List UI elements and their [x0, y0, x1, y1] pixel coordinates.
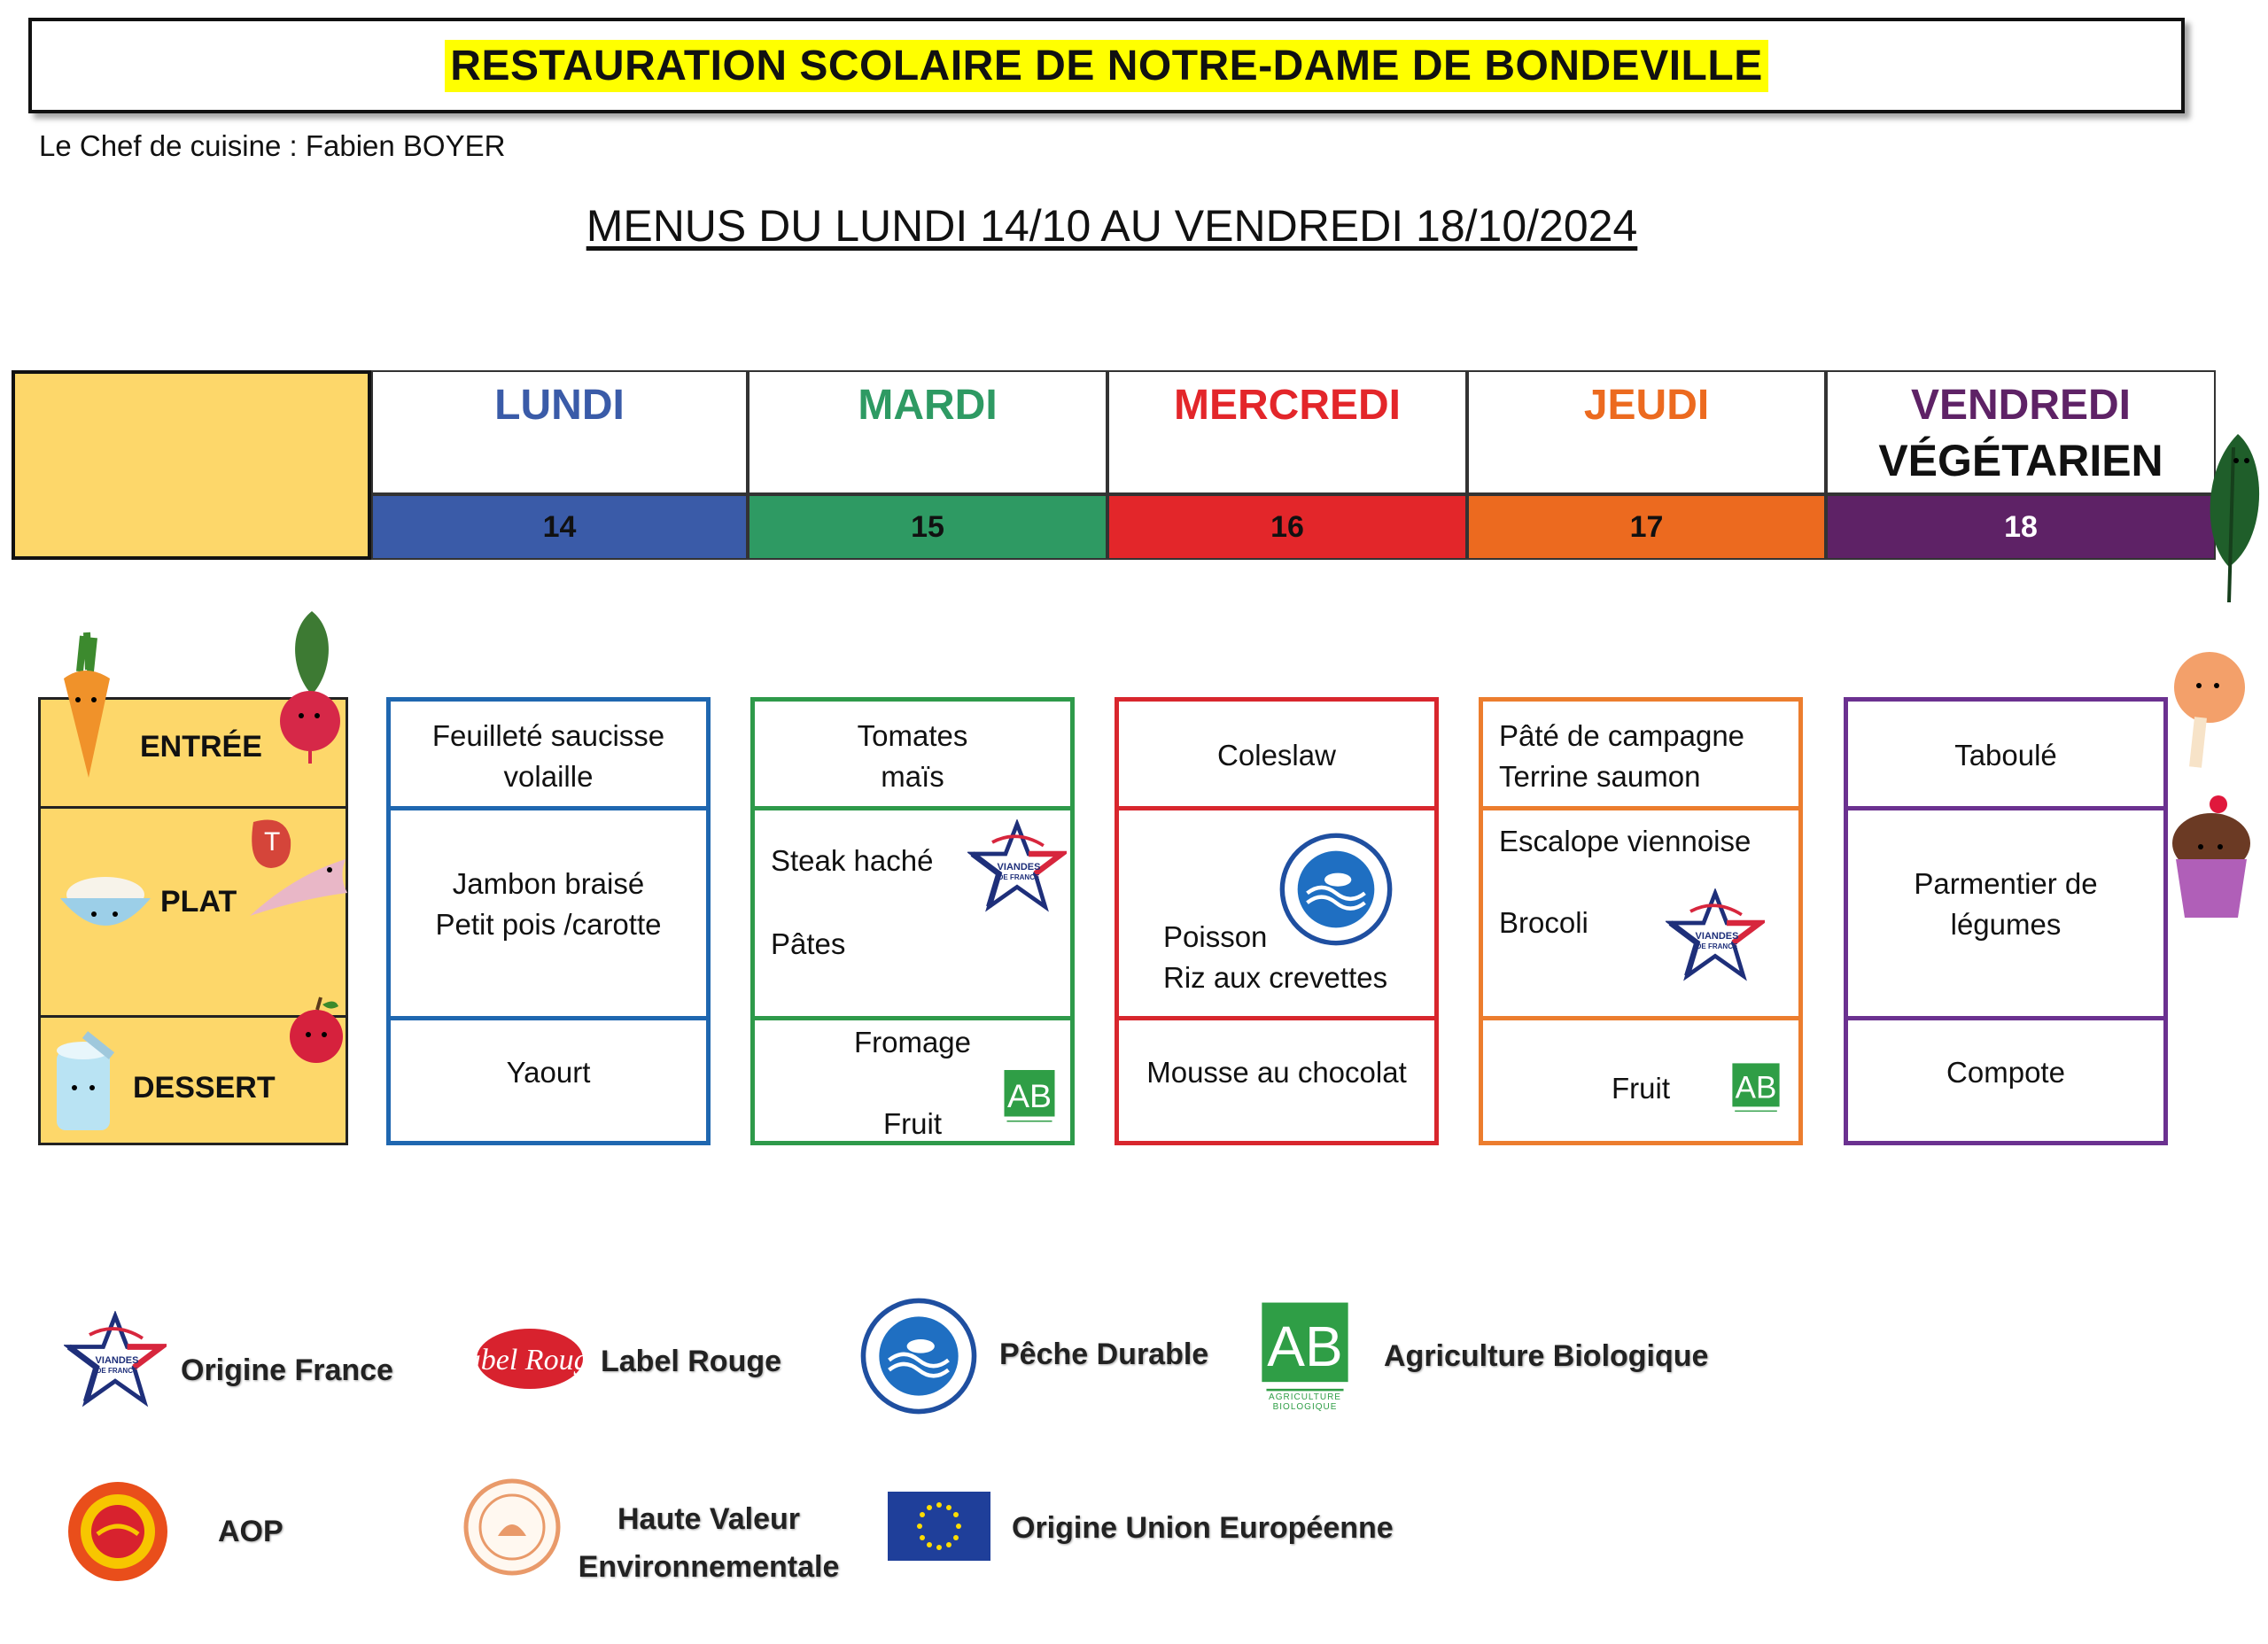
week-title	[0, 200, 2224, 252]
dish: Jambon braisé	[452, 867, 645, 900]
dish: Coleslaw	[1217, 739, 1336, 772]
dish: Tomates	[857, 719, 968, 752]
apple-icon	[284, 996, 349, 1066]
logo-text: label Rouge	[457, 1344, 602, 1376]
day-name: JEUDI	[1583, 382, 1710, 429]
dish: Pâtes	[771, 927, 846, 960]
menu-column-mardi	[750, 697, 1075, 1145]
dish: Steak haché	[771, 844, 934, 877]
cell-plat	[1483, 810, 1798, 1016]
cupcake-icon	[2169, 792, 2254, 921]
legend-hve	[576, 1495, 842, 1591]
label-rouge-icon	[457, 1316, 602, 1401]
day-header-mardi	[748, 370, 1107, 494]
header-corner	[12, 370, 371, 560]
dish: Compote	[1946, 1056, 2065, 1089]
day-name: MARDI	[858, 382, 998, 429]
cell-plat	[391, 810, 706, 1016]
dish: Pâté de campagne	[1499, 719, 1745, 752]
dish: Yaourt	[506, 1056, 591, 1089]
cell-dessert	[1848, 1020, 2163, 1141]
day-number: 17	[1467, 494, 1826, 560]
day-number: 18	[1826, 494, 2216, 560]
cell-plat	[1848, 810, 2163, 1016]
ab-icon	[1731, 1061, 1781, 1125]
title-box	[28, 18, 2185, 113]
week-title-text: MENUS DU LUNDI 14/10 AU VENDREDI 18/10/2024	[586, 201, 1638, 251]
label-dessert: DESSERT	[133, 1071, 276, 1105]
radish-icon	[276, 606, 347, 765]
cell-entree	[391, 702, 706, 806]
cell-plat	[1119, 810, 1434, 1016]
eu-flag-icon	[888, 1492, 990, 1561]
cell-entree	[1483, 702, 1798, 806]
dish: Parmentier de	[1914, 867, 2098, 900]
label-entree: ENTRÉE	[140, 730, 262, 764]
legend-hve-line1: Haute Valeur	[617, 1502, 800, 1536]
viandes-de-france-icon	[967, 819, 1067, 913]
peche-durable-icon	[1278, 832, 1394, 947]
peche-durable-icon	[859, 1297, 978, 1415]
cell-entree	[755, 702, 1070, 806]
label-plat: PLAT	[160, 885, 237, 919]
dish: légumes	[1950, 908, 2062, 941]
day-header-vendredi	[1826, 370, 2216, 494]
dish: Feuilleté saucisse	[431, 719, 665, 752]
hve-icon	[462, 1477, 562, 1577]
dish: Petit pois /carotte	[435, 908, 662, 941]
chef-credit: Le Chef de cuisine : Fabien BOYER	[39, 129, 506, 162]
dish: Taboulé	[1954, 739, 2057, 772]
day-name: VENDREDI	[1910, 382, 2132, 429]
dish: Poisson	[1163, 920, 1268, 953]
cell-entree	[1848, 702, 2163, 806]
spinach-leaf-icon	[2185, 425, 2268, 611]
logo-text: DE FRANCE	[96, 1367, 138, 1375]
svg-text:T: T	[264, 827, 281, 857]
carrot-icon	[53, 627, 117, 785]
day-header-jeudi	[1467, 370, 1826, 494]
cell-dessert	[1483, 1020, 1798, 1141]
legend-label-rouge: Label Rouge	[601, 1345, 782, 1378]
dish: Fruit	[1612, 1072, 1670, 1105]
chicken-leg-icon	[2165, 647, 2250, 778]
ab-icon	[1003, 1068, 1056, 1136]
page-title: RESTAURATION SCOLAIRE DE NOTRE-DAME DE BONDEVILLE	[445, 40, 1767, 92]
legend-hve-line2: Environnementale	[578, 1550, 840, 1584]
aop-icon	[66, 1479, 170, 1584]
day-header-mercredi	[1107, 370, 1467, 494]
menu-column-mercredi	[1115, 697, 1439, 1145]
dish: volaille	[503, 760, 594, 793]
menu-column-jeudi	[1479, 697, 1803, 1145]
dish: Brocoli	[1499, 906, 1588, 939]
logo-text: BIOLOGIQUE	[1272, 1402, 1338, 1412]
menu-column-lundi	[386, 697, 711, 1145]
day-subtitle: VÉGÉTARIEN	[1878, 436, 2163, 485]
legend-origine-france: Origine France	[181, 1353, 393, 1387]
cell-entree	[1119, 702, 1434, 806]
cell-dessert	[755, 1020, 1070, 1141]
legend-agriculture-biologique: Agriculture Biologique	[1384, 1339, 1709, 1373]
rice-bowl-icon	[55, 868, 156, 939]
yogurt-icon	[50, 1031, 120, 1134]
dish: Mousse au chocolat	[1146, 1056, 1407, 1089]
dish: Terrine saumon	[1499, 760, 1701, 793]
day-number: 16	[1107, 494, 1467, 560]
dish: maïs	[881, 760, 944, 793]
ab-icon	[1256, 1300, 1354, 1414]
logo-text: DE FRANCE	[998, 873, 1040, 881]
cell-dessert	[391, 1020, 706, 1141]
dish: Fruit	[883, 1107, 942, 1140]
viandes-de-france-icon	[1666, 888, 1765, 982]
legend-aop: AOP	[218, 1515, 284, 1548]
dish: Fromage	[853, 1026, 972, 1059]
logo-text: DE FRANCE	[1696, 942, 1738, 950]
day-number: 14	[371, 494, 748, 560]
cell-plat	[755, 810, 1070, 1016]
dish: Riz aux crevettes	[1163, 961, 1388, 994]
day-header-lundi	[371, 370, 748, 494]
day-number: 15	[748, 494, 1107, 560]
logo-text: AGRICULTURE	[1269, 1392, 1341, 1402]
legend-peche-durable: Pêche Durable	[999, 1338, 1209, 1371]
dish: Escalope viennoise	[1499, 825, 1751, 857]
menu-column-vendredi	[1844, 697, 2168, 1145]
legend-origine-ue: Origine Union Européenne	[1012, 1511, 1394, 1545]
day-name: MERCREDI	[1173, 382, 1401, 429]
logo-text: VIANDES	[997, 862, 1041, 872]
steak-and-fish-icon	[241, 813, 354, 927]
logo-text: VIANDES	[95, 1355, 139, 1366]
day-name: LUNDI	[494, 382, 625, 429]
cell-dessert	[1119, 1020, 1434, 1141]
viandes-de-france-icon	[64, 1311, 167, 1408]
logo-text: VIANDES	[1695, 931, 1739, 942]
